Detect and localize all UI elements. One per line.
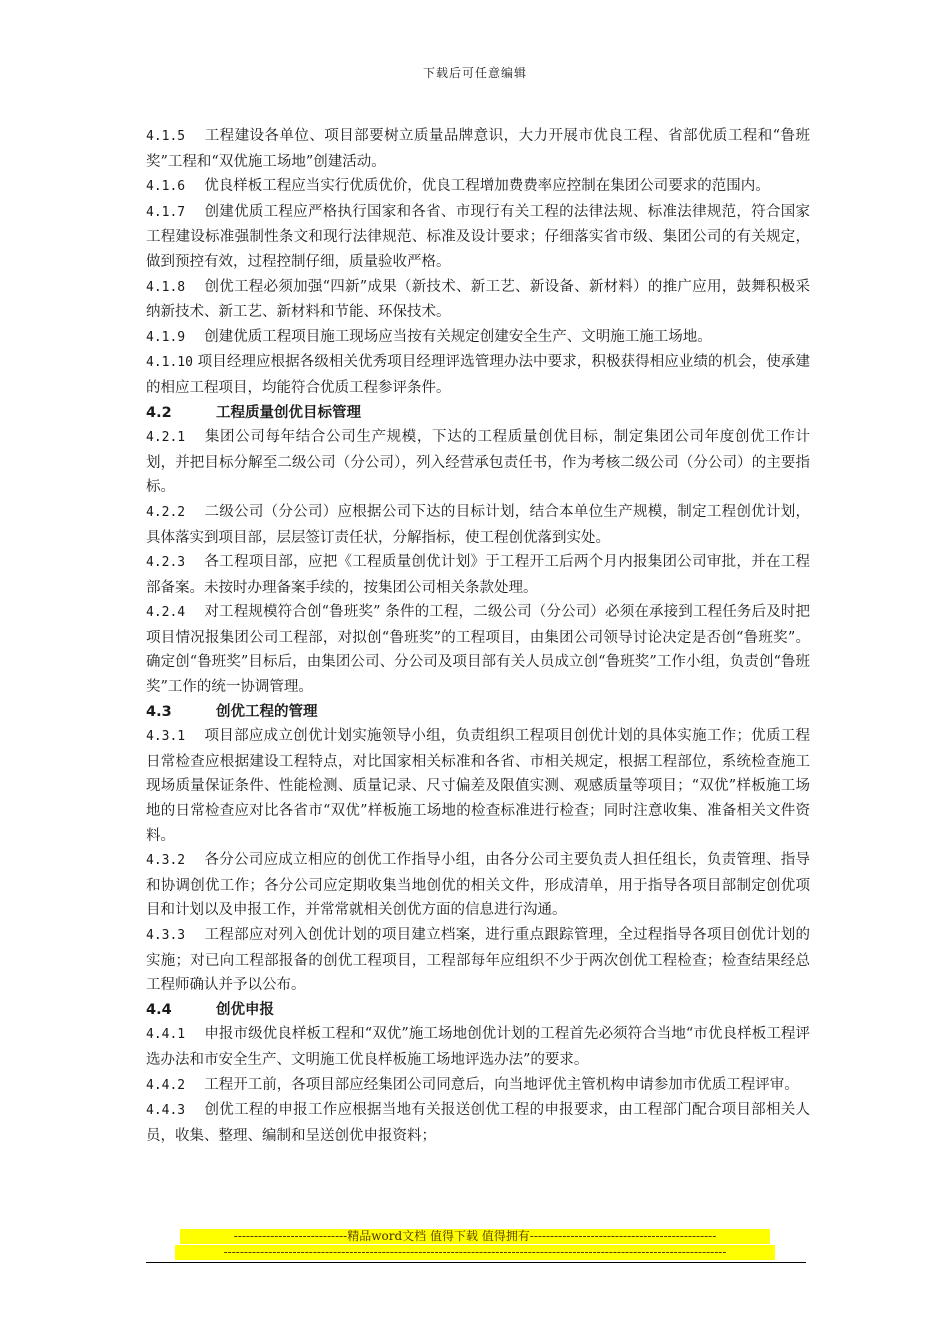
section-heading — [146, 401, 810, 426]
clause-paragraph — [146, 124, 810, 174]
clause-number: 4.3.3 — [146, 928, 186, 943]
clause-text: 创建优质工程应严格执行国家和各省、市现行有关工程的法律法规、标准法律规范，符合国家工程建设标准强制性条文和现行法律规范、标准及设计要求；仔细落实省市级、集团公司的有关规定，做到预控有效，过程控制仔细，质量验收严格。 — [146, 203, 811, 270]
section-heading — [146, 998, 810, 1023]
page-header: 下载后可任意编辑 — [422, 66, 527, 80]
clause-paragraph — [146, 1073, 810, 1099]
clause-paragraph — [146, 724, 810, 848]
footer-banner-line-1: ----------------------------精品word文档 值得下载 值得拥有---------------------------------------------- — [180, 1229, 770, 1244]
clause-paragraph — [146, 174, 810, 200]
clause-text: 各分公司应成立相应的创优工作指导小组，由各分公司主要负责人担任组长，负责管理、指导和协调创优工作；各分公司应定期收集当地创优的相关文件，形成清单，用于指导各项目部制定创优项目和计划以及申报工作，并常常就相关创优方面的信息进行沟通。 — [146, 852, 811, 919]
clause-paragraph — [146, 550, 810, 600]
clause-number: 4.3.2 — [146, 853, 186, 869]
clause-text: 工程开工前，各项目部应经集团公司同意后，向当地评优主管机构申请参加市优质工程评审。 — [204, 1076, 799, 1093]
clause-paragraph — [146, 425, 810, 500]
section-heading — [146, 700, 810, 725]
clause-number: 4.4.3 — [146, 1103, 186, 1119]
clause-text: 二级公司（分公司）应根据公司下达的目标计划，结合本单位生产规模，制定工程创优计划，具体落实到项目部，层层签订责任状，分解指标，使工程创优落到实处。 — [146, 503, 811, 546]
clause-paragraph — [146, 500, 810, 550]
clause-paragraph — [146, 848, 810, 923]
footer-banner — [0, 1229, 950, 1260]
clause-number: 4.2.3 — [146, 555, 186, 571]
clause-text: 优良样板工程应当实行优质优价，优良工程增加费费率应控制在集团公司要求的范围内。 — [204, 178, 770, 195]
clause-text: 工程部应对列入创优计划的项目建立档案，进行重点跟踪管理，全过程指导各项目创优计划的实施；对已向工程部报备的创优工程项目，工程部每年应组织不少于两次创优工程检查；检查结果经总工程师确认并予以公布。 — [146, 927, 811, 994]
clause-number: 4.1.10 — [146, 355, 193, 371]
clause-text: 项目部应成立创优计划实施领导小组，负责组织工程项目创优计划的具体实施工作；优质工程日常检查应根据建设工程特点，对比国家相关标准和各省、市相关规定，根据工程部位，系统检查施工现场质量保证条件、性能检测、质量记录、尺寸偏差及限值实测、观感质量等项目；“双优”样板施工场地的日常检查应对比各省市“双优”样板施工场地的检查标准进行检查；同时注意收集、准备相关文件资料。 — [146, 728, 811, 844]
clause-text: 申报市级优良样板工程和“双优”施工场地创优计划的工程首先必须符合当地“市优良样板工程评选办法和市安全生产、文明施工优良样板施工场地评选办法”的要求。 — [146, 1026, 810, 1068]
heading-text: 工程质量创优目标管理 — [216, 404, 361, 421]
clause-paragraph — [146, 923, 810, 998]
clause-paragraph — [146, 1098, 810, 1148]
footer-banner-line-2: ---------------------------------------------------------------------------------------------------------------------------- — [175, 1245, 775, 1260]
clause-paragraph — [146, 350, 810, 400]
clause-number: 4.1.8 — [146, 279, 186, 295]
clause-number: 4.2 — [146, 404, 172, 421]
clause-paragraph — [146, 1022, 810, 1072]
clause-number: 4.3 — [146, 703, 172, 720]
clause-number: 4.2.2 — [146, 504, 186, 520]
clause-number: 4.1.5 — [146, 129, 186, 144]
clause-number: 4.1.6 — [146, 179, 186, 195]
clause-text: 对工程规模符合创“鲁班奖” 条件的工程，二级公司（分公司）必须在承接到工程任务后及时把项目情况报集团公司工程部，对拟创“鲁班奖”的工程项目，由集团公司领导讨论决定是否创“鲁班奖”。确定创“鲁班奖”目标后，由集团公司、分公司及项目部有关人员成立创“鲁班奖”工作小组，负责创“鲁班奖”工作的统一协调管理。 — [146, 604, 810, 696]
clause-number: 4.2.1 — [146, 430, 186, 446]
footer-rule — [146, 1262, 806, 1263]
clause-text: 项目经理应根据各级相关优秀项目经理评选管理办法中要求，积极获得相应业绩的机会，使承建的相应工程项目，均能符合优质工程参评条件。 — [146, 354, 811, 396]
clause-paragraph — [146, 600, 810, 699]
document-body — [146, 124, 810, 1148]
clause-paragraph — [146, 200, 810, 275]
clause-text: 创优工程必须加强“四新”成果（新技术、新工艺、新设备、新材料）的推广应用，鼓舞积极采纳新技术、新工艺、新材料和节能、环保技术。 — [146, 278, 810, 321]
clause-number: 4.1.9 — [146, 329, 186, 345]
clause-text: 各工程项目部，应把《工程质量创优计划》于工程开工后两个月内报集团公司审批，并在工程部备案。未按时办理备案手续的，按集团公司相关条款处理。 — [146, 554, 811, 596]
clause-paragraph — [146, 275, 810, 325]
clause-number: 4.4.2 — [146, 1077, 186, 1093]
clause-text: 创优工程的申报工作应根据当地有关报送创优工程的申报要求，由工程部门配合项目部相关人员，收集、整理、编制和呈送创优申报资料； — [146, 1102, 811, 1144]
clause-number: 4.1.7 — [146, 204, 186, 220]
clause-number: 4.4 — [146, 1001, 172, 1018]
clause-text: 集团公司每年结合公司生产规模，下达的工程质量创优目标，制定集团公司年度创优工作计划，并把目标分解至二级公司（分公司），列入经营承包责任书，作为考核二级公司（分公司）的主要指标。 — [146, 429, 811, 496]
clause-number: 4.2.4 — [146, 605, 186, 621]
clause-text: 创建优质工程项目施工现场应当按有关规定创建安全生产、文明施工施工场地。 — [204, 328, 712, 345]
clause-number: 4.4.1 — [146, 1027, 186, 1043]
clause-text: 工程建设各单位、项目部要树立质量品牌意识，大力开展市优良工程、省部优质工程和“鲁班奖”工程和“双优施工场地”创建活动。 — [146, 128, 810, 170]
clause-number: 4.3.1 — [146, 729, 186, 745]
heading-text: 创优申报 — [216, 1001, 274, 1018]
clause-paragraph — [146, 325, 810, 351]
heading-text: 创优工程的管理 — [216, 703, 318, 720]
